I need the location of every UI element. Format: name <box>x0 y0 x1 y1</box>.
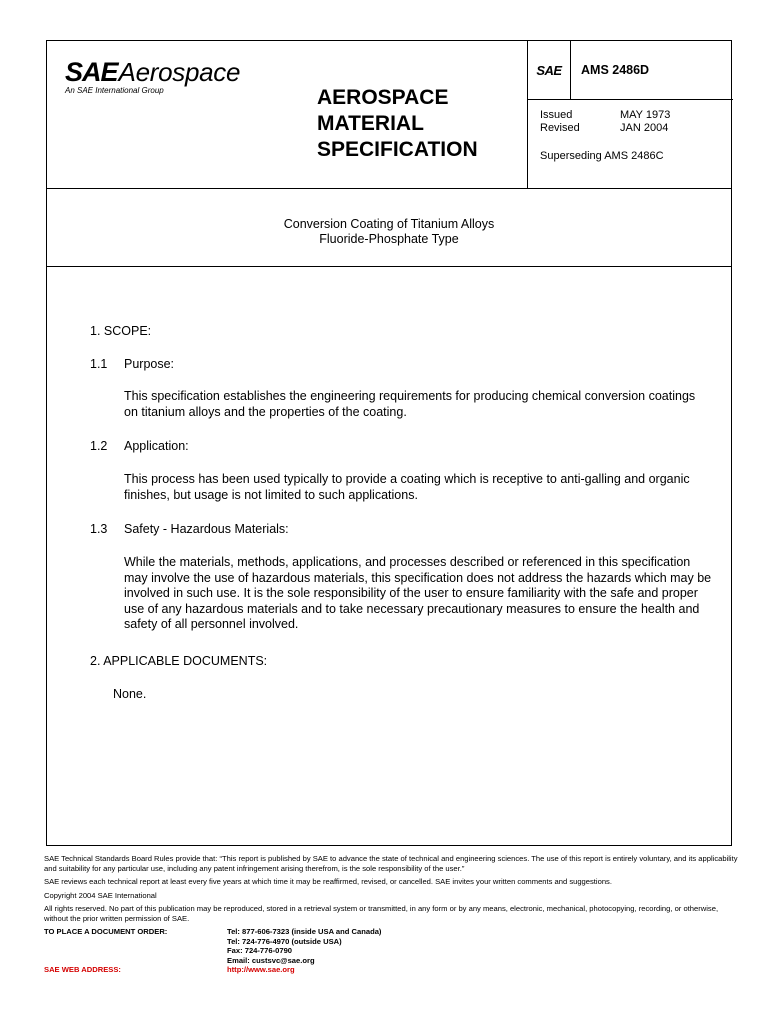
doc-number-row <box>528 41 733 100</box>
section-1-2-heading <box>90 439 189 455</box>
document-type-title <box>317 85 478 163</box>
footer-rights: All rights reserved. No part of this publication may be reproduced, stored in a retrieval system or transmitted, in any form or by any means, electronic, mechanical, photocopying, recording, or otherwise, without the prior written permission of SAE. <box>44 904 719 923</box>
logo-sae-text: SAE <box>65 57 118 87</box>
footer-copyright: Copyright 2004 SAE International <box>44 890 157 900</box>
section-number: 1.2 <box>90 439 108 453</box>
order-info <box>44 927 744 965</box>
section-number: 1.3 <box>90 522 108 536</box>
issued-value: MAY 1973 <box>620 109 671 121</box>
section-2-text: None. <box>113 687 147 701</box>
web-address-link[interactable]: http://www.sae.org <box>227 965 295 974</box>
order-contacts <box>227 927 381 965</box>
section-1-1-heading <box>90 357 174 373</box>
title-line-1: Conversion Coating of Titanium Alloys <box>283 217 495 231</box>
small-logo-text: SAE <box>536 62 562 78</box>
web-address-label: SAE WEB ADDRESS: <box>44 965 121 974</box>
section-1-3-heading <box>90 522 289 538</box>
revised-label: Revised <box>540 122 580 134</box>
document-info-box <box>527 41 733 189</box>
logo-aerospace-text: Aerospace <box>118 57 241 87</box>
tel-inside-usa: Tel: 877-606-7323 (inside USA and Canada) <box>227 927 382 936</box>
tel-outside-usa: Tel: 724-776-4970 (outside USA) <box>227 936 342 946</box>
doc-type-line: MATERIAL <box>317 112 424 135</box>
footer-rules: SAE Technical Standards Board Rules provide that: “This report is published by SAE to advance the state of technical and engineering sciences. The use of this report is entirely voluntary, and its applicability and suitability for any particular use, including any patent infringement arising therefrom, is the sole responsibility of the user.” <box>44 854 738 873</box>
document-dates <box>540 109 670 163</box>
sae-aerospace-logo <box>65 57 240 95</box>
doc-type-line: SPECIFICATION <box>317 138 478 161</box>
footer-review: SAE reviews each technical report at least every five years at which time it may be reaffirmed, revised, or cancelled. SAE invites your written comments and suggestions. <box>44 877 612 886</box>
section-2-heading: 2. APPLICABLE DOCUMENTS: <box>90 654 268 668</box>
document-number: AMS 2486D <box>581 63 650 77</box>
fax-number: Fax: 724-776-0790 <box>227 946 293 955</box>
section-title: Safety - Hazardous Materials: <box>124 522 289 536</box>
logo-subtitle: An SAE International Group <box>65 86 164 95</box>
section-title: Application: <box>124 439 189 453</box>
doc-type-line: AEROSPACE <box>317 86 449 109</box>
small-sae-logo <box>528 41 571 99</box>
footer <box>44 854 744 975</box>
header <box>47 41 731 189</box>
email-address: Email: custsvc@sae.org <box>227 955 315 965</box>
web-address-row <box>44 965 744 975</box>
section-1-1-paragraph: This specification establishes the engineering requirements for producing chemical conversion coatings on titanium alloys and the properties of the coating. <box>124 389 696 419</box>
section-1-2-paragraph: This process has been used typically to provide a coating which is receptive to anti-galling and organic finishes, but usage is not limited to such applications. <box>124 472 690 502</box>
issued-label: Issued <box>540 109 573 121</box>
revised-value: JAN 2004 <box>620 122 669 134</box>
superseding-text: Superseding AMS 2486C <box>540 150 664 162</box>
section-1-3-paragraph: While the materials, methods, applications, and processes described or referenced in this specification may involve the use of hazardous materials, this specification does not address the hazards which may be involved in such use. It is the sole responsibility of the user to ensure familiarity with the safe and proper use of any hazardous materials and to take necessary precautionary measures to ensure the health and safety of all personnel involved. <box>124 555 712 631</box>
section-number: 1.1 <box>90 357 108 371</box>
spec-frame <box>46 40 732 846</box>
section-1-heading: 1. SCOPE: <box>90 324 152 338</box>
document-title-box <box>47 189 731 267</box>
section-title: Purpose: <box>124 357 175 371</box>
title-line-2: Fluoride-Phosphate Type <box>319 232 459 246</box>
order-label: TO PLACE A DOCUMENT ORDER: <box>44 927 168 936</box>
